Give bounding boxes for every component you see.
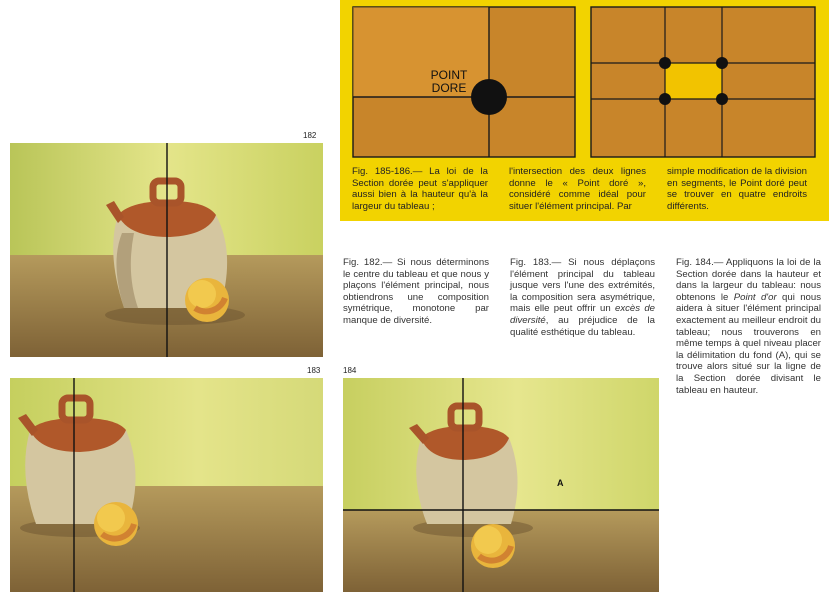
painting-184 xyxy=(343,378,659,592)
painting-182 xyxy=(10,143,323,357)
figure-number-182: 182 xyxy=(303,131,317,140)
still-life-illustration xyxy=(343,378,659,592)
point-label-line-2: DORE xyxy=(431,81,467,95)
marker-a: A xyxy=(557,478,564,488)
still-life-illustration xyxy=(10,143,323,357)
caption-fig-184-text-end: qui nous aidera à situer l'élément principal exactement au meilleur endroit du tableau; nous trouverons en même temps à quel niveau placer la délimitation du fond (A), qui se trouve alors situé sur la ligne de la Section dorée divisant le tableau en hauteur. xyxy=(676,291,822,396)
point-label-line-1: POINT xyxy=(430,68,468,82)
caption-fig-184-text: Fig. 184.— Appliquons la loi de la Section dorée dans la hauteur et dans la largeur du tableau: nous obtenons le xyxy=(676,257,821,303)
caption-185-186-col3: simple modification de la division en segments, le Point doré peut se trouver en quatre endroits différents. xyxy=(667,166,807,212)
painting-183 xyxy=(10,378,323,592)
caption-fig-184 xyxy=(676,257,821,396)
still-life-illustration xyxy=(10,378,323,592)
caption-fig-183 xyxy=(510,257,655,338)
caption-fig-184-emphasis: Point d'or xyxy=(733,291,777,303)
caption-fig-182: Fig. 182.— Si nous déterminons le centre du tableau et que nous y plaçons l'élément principal, nous obtiendrons une composition symétrique, monotone par manque de diversité. xyxy=(343,257,489,326)
figure-number-183: 183 xyxy=(307,366,321,375)
diagram-186 xyxy=(590,6,816,158)
caption-fig-183-emphasis: excès de diversité xyxy=(510,303,656,326)
caption-fig-183-text-end: , au préjudice de la qualité esthétique du tableau. xyxy=(510,314,655,338)
figure-number-184: 184 xyxy=(343,366,357,375)
point-dore-label xyxy=(424,69,474,95)
golden-point-dot xyxy=(471,79,507,115)
caption-fig-183-text: Fig. 183.— Si nous déplaçons l'élément principal du tableau jusque vers l'une des extrémités, la composition sera asymétrique, mais elle peut offrir un xyxy=(510,257,655,315)
caption-185-186-col2: l'intersection des deux lignes donne le « Point doré », considéré comme idéal pour situer l'élément principal. Par xyxy=(509,166,646,212)
caption-185-186-col1: Fig. 185-186.— La loi de la Section dorée peut s'appliquer aussi bien à la hauteur qu'à la largeur du tableau ; xyxy=(352,166,488,212)
golden-section-four-points-grid xyxy=(590,6,816,158)
